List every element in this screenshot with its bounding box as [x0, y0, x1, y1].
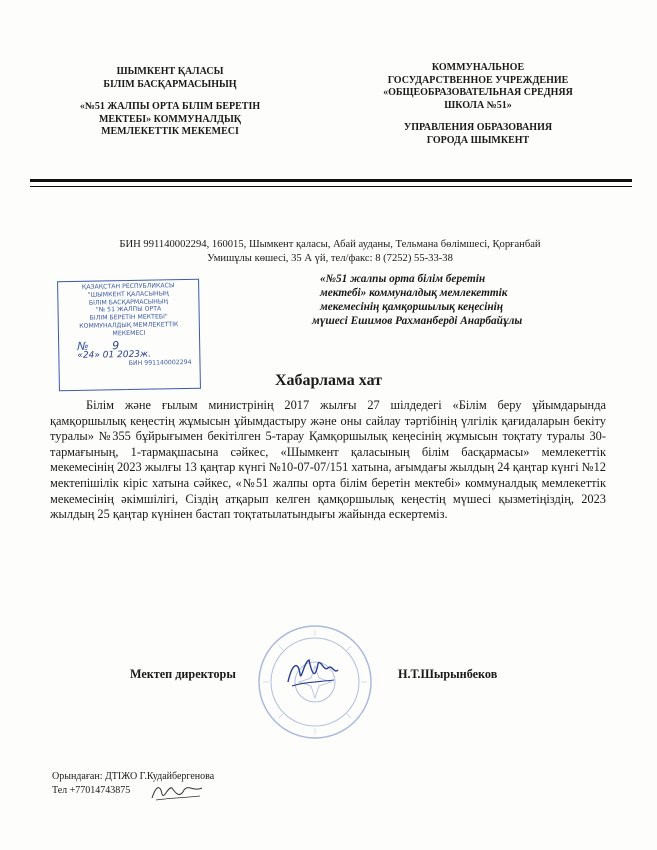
recipient-line4: мүшесі Ешимов Рахманберді Анарбайұлы — [312, 315, 523, 327]
recipient-line1: «№51 жалпы орта білім беретін — [320, 273, 486, 285]
stamp-number-label: № — [77, 339, 89, 353]
document-title: Хабарлама хат — [274, 372, 383, 389]
header-right — [368, 62, 588, 147]
address-line1: БИН 991140002294, 160015, Шымкент қаласы, Абай ауданы, Тельмана бөлімшесі, Қорғанбай — [119, 239, 541, 250]
header-left-line4: МЕКТЕБІ» КОММУНАЛДЫҚ — [98, 113, 242, 125]
header-left-line2: БІЛІМ БАСҚАРМАСЫНЫҢ — [103, 78, 237, 90]
signature-name: Н.Т.Шырынбеков — [398, 667, 498, 681]
body-paragraph: Білім және ғылым министрінің 2017 жылғы 27 шілдедегі «Білім беру ұйымдарында қамқоршылық кеңестің жұмысын ұйымдастыру және оны сайлау тәртібінің үлгілік қағидаларын бекіту туралы» №355 бұйрығымен бекітілген 5-тарау Қамқоршылық кеңесінің жұмысын тоқтату туралы 30-тармағының, 1-тармақшасына сәйкес, «Шымкент қаласының білім басқармасы» мемлекеттік мекемесінің 2023 жылғы 13 қаңтар күнгі №10-07-07/151 хатына, ағымдағы жылдың 24 қаңтар күнгі №12 мектепішілік кіріс хатына сәйкес, «№51 жалпы орта білім беретін мектебі» коммуналдық мемлекеттік мекемесінің әкімшілігі, Сіздің атқарып келген қамқоршылық кеңестің мүшесі қызметіңіздің, 2023 жылдың 25 қаңтар күнінен бастап тоқтатылатындығы жайында ескертеміз. — [50, 398, 606, 522]
stamp-line4: "№ 51 ЖАЛПЫ ОРТА — [95, 305, 162, 314]
address-block — [30, 238, 630, 266]
stamp-line3: БІЛІМ БАСҚАРМАСЫНЫҢ — [88, 297, 169, 307]
signature-title: Мектеп директоры — [130, 667, 236, 681]
director-signature — [282, 652, 342, 692]
header-left-line3: «№51 ЖАЛПЫ ОРТА БІЛІМ БЕРЕТІН — [79, 101, 261, 112]
header-right-line1: КОММУНАЛЬНОЕ — [431, 62, 525, 73]
stamp-line1: ҚАЗАҚСТАН РЕСПУБЛИКАСЫ — [81, 282, 175, 291]
recipient-line3: мекемесінің қамқоршылық кеңесінің — [320, 301, 504, 313]
header-left-line5: МЕМЛЕКЕТТІК МЕКЕМЕСІ — [101, 126, 239, 137]
header-divider-thin — [30, 186, 632, 187]
header-right-line4: ШКОЛА №51» — [444, 99, 512, 111]
header-right-line5: УПРАВЛЕНИЯ ОБРАЗОВАНИЯ — [403, 122, 553, 133]
header-right-line6: ГОРОДА ШЫМКЕНТ — [426, 134, 530, 146]
stamp-line2: "ШЫМКЕНТ ҚАЛАСЫНЫҢ — [87, 290, 169, 299]
header-left-line1: ШЫМКЕНТ ҚАЛАСЫ — [116, 66, 224, 77]
header-divider-thick — [30, 179, 632, 182]
recipient-line2: мектебі» коммуналдық мемлекеттік — [320, 287, 508, 299]
recipient-block — [312, 272, 618, 328]
footer-phone: Тел +77014743875 — [52, 785, 131, 796]
stamp-number: 9 — [112, 338, 120, 352]
stamp-date: «24» 01 2023ж. — [77, 349, 152, 362]
address-line2: Умишұлы көшесі, 35 А үй, тел/факс: 8 (7252) 55-33-38 — [207, 253, 453, 264]
stamp-line6: КОММУНАЛДЫҚ МЕМЛЕКЕТТІК — [79, 321, 179, 330]
stamp-bin: БИН 991140002294 — [128, 359, 192, 368]
stamp-line7: МЕКЕМЕСІ — [112, 329, 146, 338]
header-right-line2: ГОСУДАРСТВЕННОЕ УЧРЕЖДЕНИЕ — [387, 74, 569, 86]
stamp-number-row — [59, 338, 199, 353]
stamp-line5: БІЛІМ БЕРЕТІН МЕКТЕБІ" — [89, 313, 168, 322]
footer-executor: Орындаған: ДТІЖО Г.Кудайбергенова — [52, 771, 215, 782]
executor-signature — [148, 780, 206, 804]
header-left — [70, 66, 270, 139]
header-right-line3: «ОБЩЕОБРАЗОВАТЕЛЬНАЯ СРЕДНЯЯ — [383, 87, 573, 98]
